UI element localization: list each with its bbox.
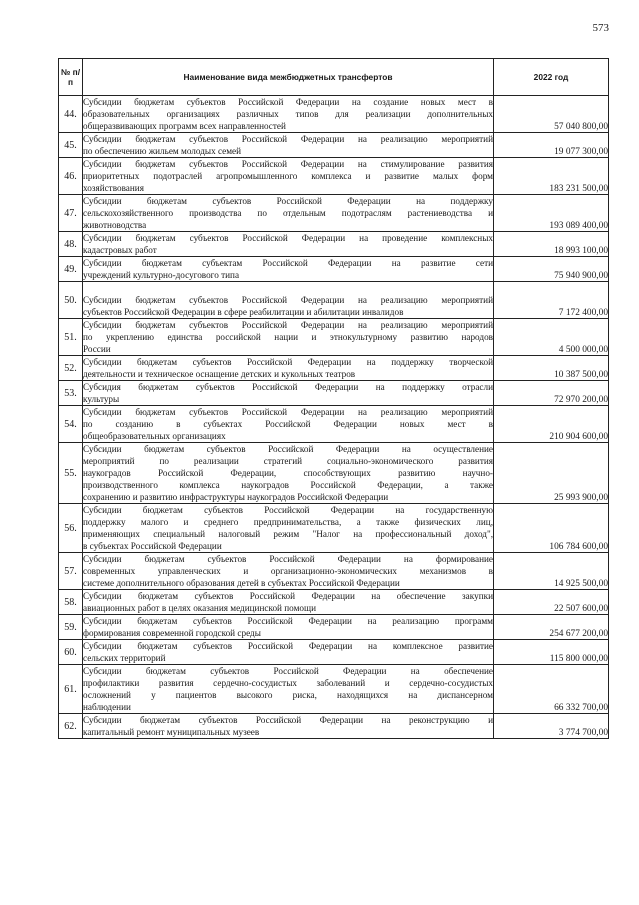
row-number: 58. bbox=[59, 590, 83, 615]
description-line: сельскохозяйственного производства по отдельным подотраслям растениеводства и bbox=[83, 208, 493, 218]
row-amount: 57 040 800,00 bbox=[494, 96, 609, 133]
description-line bbox=[83, 282, 493, 294]
row-description bbox=[83, 133, 494, 158]
description-line: Субсидии бюджетам субъектов Российской Федерации на проведение комплексных bbox=[83, 233, 493, 243]
description-line: Субсидии бюджетам субъектов Российской Федерации на реализацию программ bbox=[83, 616, 493, 626]
row-number: 52. bbox=[59, 356, 83, 381]
description-line: деятельности и техническое оснащение детских и кукольных театров bbox=[83, 369, 356, 379]
description-line: Субсидии бюджетам субъектов Российской Федерации на обеспечение закупки bbox=[83, 591, 493, 601]
row-amount: 22 507 600,00 bbox=[494, 590, 609, 615]
table-row bbox=[59, 443, 609, 504]
row-number: 45. bbox=[59, 133, 83, 158]
row-description bbox=[83, 443, 494, 504]
description-line: субъектов Российской Федерации в сфере реабилитации и абилитации инвалидов bbox=[83, 307, 404, 317]
description-line: сельских территорий bbox=[83, 653, 166, 663]
row-amount: 106 784 600,00 bbox=[494, 504, 609, 553]
description-line: Субсидии бюджетам субъектов Российской Федерации на реконструкцию и bbox=[83, 715, 493, 725]
row-amount: 10 387 500,00 bbox=[494, 356, 609, 381]
transfers-table bbox=[58, 58, 609, 739]
row-number: 56. bbox=[59, 504, 83, 553]
description-line: Субсидии бюджетам субъектов Российской Федерации на стимулирование развития bbox=[83, 159, 493, 169]
table-row bbox=[59, 714, 609, 739]
row-number: 46. bbox=[59, 158, 83, 195]
row-amount: 193 089 400,00 bbox=[494, 195, 609, 232]
table-row bbox=[59, 553, 609, 590]
row-description bbox=[83, 714, 494, 739]
row-number: 60. bbox=[59, 640, 83, 665]
description-line: системе дополнительного образования детей в субъектах Российской Федерации bbox=[83, 578, 400, 588]
row-amount: 3 774 700,00 bbox=[494, 714, 609, 739]
table-row bbox=[59, 615, 609, 640]
table-row bbox=[59, 640, 609, 665]
description-line: России bbox=[83, 344, 111, 354]
row-amount: 210 904 600,00 bbox=[494, 406, 609, 443]
description-line: производственного комплекса наукоградов Российской Федерации, а также bbox=[83, 480, 493, 490]
description-line: капитальный ремонт муниципальных музеев bbox=[83, 727, 260, 737]
description-line: Субсидии бюджетам субъектов Российской Федерации на реализацию мероприятий bbox=[83, 134, 493, 144]
description-line: профилактики развития сердечно-сосудистых заболеваний и сердечно-сосудистых bbox=[83, 678, 493, 688]
table-row bbox=[59, 590, 609, 615]
row-number: 51. bbox=[59, 319, 83, 356]
table-row bbox=[59, 665, 609, 714]
row-amount: 25 993 900,00 bbox=[494, 443, 609, 504]
row-amount: 18 993 100,00 bbox=[494, 232, 609, 257]
row-number: 54. bbox=[59, 406, 83, 443]
description-line: Субсидии бюджетам субъектов Российской Федерации на поддержку bbox=[83, 196, 493, 206]
description-line: по созданию в субъектах Российской Федерации новых мест в bbox=[83, 419, 493, 429]
row-description bbox=[83, 319, 494, 356]
row-number: 47. bbox=[59, 195, 83, 232]
row-number: 49. bbox=[59, 257, 83, 282]
row-description bbox=[83, 381, 494, 406]
row-number: 62. bbox=[59, 714, 83, 739]
row-number: 59. bbox=[59, 615, 83, 640]
description-line: животноводства bbox=[83, 220, 147, 230]
row-number: 53. bbox=[59, 381, 83, 406]
description-line: Субсидии бюджетам субъектов Российской Федерации на реализацию мероприятий bbox=[83, 295, 493, 305]
row-amount: 19 077 300,00 bbox=[494, 133, 609, 158]
description-line: наблюдении bbox=[83, 702, 131, 712]
description-line: культуры bbox=[83, 394, 120, 404]
table-header-row bbox=[59, 59, 609, 96]
header-year: 2022 год bbox=[494, 59, 609, 96]
description-line: осложнений у пациентов высокого риска, находящихся на диспансерном bbox=[83, 690, 493, 700]
row-description bbox=[83, 553, 494, 590]
row-number: 50. bbox=[59, 282, 83, 319]
header-name: Наименование вида межбюджетных трансфертов bbox=[83, 59, 494, 96]
row-amount: 66 332 700,00 bbox=[494, 665, 609, 714]
row-amount: 72 970 200,00 bbox=[494, 381, 609, 406]
row-description bbox=[83, 195, 494, 232]
description-line: авиационных работ в целях оказания медицинской помощи bbox=[83, 603, 316, 613]
description-line: применяющих специальный налоговый режим "Налог на профессиональный доход", bbox=[83, 529, 493, 539]
description-line: формирования современной городской среды bbox=[83, 628, 261, 638]
description-line: Субсидии бюджетам субъектов Российской Федерации на комплексное развитие bbox=[83, 641, 493, 651]
row-number: 61. bbox=[59, 665, 83, 714]
description-line: мероприятий по реализации стратегий социально-экономического развития bbox=[83, 456, 493, 466]
row-amount: 115 800 000,00 bbox=[494, 640, 609, 665]
table-row bbox=[59, 406, 609, 443]
row-description bbox=[83, 158, 494, 195]
description-line: Субсидии бюджетам субъектов Российской Федерации на обеспечение bbox=[83, 666, 493, 676]
row-number: 57. bbox=[59, 553, 83, 590]
description-line: общеобразовательных организациях bbox=[83, 431, 226, 441]
row-amount: 183 231 500,00 bbox=[494, 158, 609, 195]
description-line: Субсидии бюджетам субъектов Российской Федерации на поддержку творческой bbox=[83, 357, 493, 367]
row-description bbox=[83, 232, 494, 257]
row-description bbox=[83, 590, 494, 615]
row-amount: 4 500 000,00 bbox=[494, 319, 609, 356]
description-line: образовательных организациях различных типов для реализации дополнительных bbox=[83, 109, 493, 119]
table-row bbox=[59, 195, 609, 232]
row-description bbox=[83, 665, 494, 714]
table-row bbox=[59, 319, 609, 356]
description-line: сохранению и развитию инфраструктуры наукоградов Российской Федерации bbox=[83, 492, 389, 502]
description-line: хозяйствования bbox=[83, 183, 144, 193]
description-line: приоритетных подотраслей агропромышленного комплекса и развитие малых форм bbox=[83, 171, 493, 181]
description-line: Субсидии бюджетам субъектов Российской Федерации на осуществление bbox=[83, 444, 493, 454]
table-row bbox=[59, 381, 609, 406]
table-row bbox=[59, 257, 609, 282]
description-line: Субсидии бюджетам субъектов Российской Федерации на формирование bbox=[83, 554, 493, 564]
row-number: 44. bbox=[59, 96, 83, 133]
description-line: Субсидия бюджетам субъектов Российской Федерации на поддержку отрасли bbox=[83, 382, 493, 392]
table-row bbox=[59, 158, 609, 195]
description-line: Субсидии бюджетам субъектов Российской Федерации на реализацию мероприятий bbox=[83, 407, 493, 417]
row-description bbox=[83, 282, 494, 319]
row-description bbox=[83, 257, 494, 282]
table-row bbox=[59, 356, 609, 381]
page-number: 573 bbox=[592, 22, 609, 34]
row-amount: 254 677 200,00 bbox=[494, 615, 609, 640]
row-number: 55. bbox=[59, 443, 83, 504]
table-row bbox=[59, 282, 609, 319]
description-line: современных управленческих и организационно-экономических механизмов в bbox=[83, 566, 493, 576]
row-number: 48. bbox=[59, 232, 83, 257]
table-row bbox=[59, 133, 609, 158]
description-line: Субсидии бюджетам субъектов Российской Федерации на создание новых мест в bbox=[83, 97, 493, 107]
description-line: поддержку малого и среднего предпринимательства, а также физических лиц, bbox=[83, 517, 493, 527]
row-description bbox=[83, 96, 494, 133]
row-description bbox=[83, 615, 494, 640]
description-line: по обеспечению жильем молодых семей bbox=[83, 146, 242, 156]
description-line: Субсидии бюджетам субъектов Российской Федерации на государственную bbox=[83, 505, 493, 515]
description-line: по укреплению единства российской нации и этнокультурному развитию народов bbox=[83, 332, 493, 342]
table-row bbox=[59, 232, 609, 257]
row-description bbox=[83, 504, 494, 553]
description-line: общеразвивающих программ всех направленностей bbox=[83, 121, 286, 131]
table-row bbox=[59, 96, 609, 133]
description-line: Субсидии бюджетам субъектов Российской Федерации на реализацию мероприятий bbox=[83, 320, 493, 330]
row-description bbox=[83, 356, 494, 381]
row-amount: 75 940 900,00 bbox=[494, 257, 609, 282]
row-amount: 7 172 400,00 bbox=[494, 282, 609, 319]
description-line: учреждений культурно-досугового типа bbox=[83, 270, 240, 280]
table-row bbox=[59, 504, 609, 553]
description-line: кадастровых работ bbox=[83, 245, 157, 255]
header-num: № п/п bbox=[59, 59, 83, 96]
row-description bbox=[83, 640, 494, 665]
row-amount: 14 925 500,00 bbox=[494, 553, 609, 590]
description-line: наукоградов Российской Федерации, способствующих развитию научно- bbox=[83, 468, 493, 478]
description-line: в субъектах Российской Федерации bbox=[83, 541, 222, 551]
table-body bbox=[59, 96, 609, 739]
row-description bbox=[83, 406, 494, 443]
description-line: Субсидии бюджетам субъектам Российской Федерации на развитие сети bbox=[83, 258, 493, 268]
